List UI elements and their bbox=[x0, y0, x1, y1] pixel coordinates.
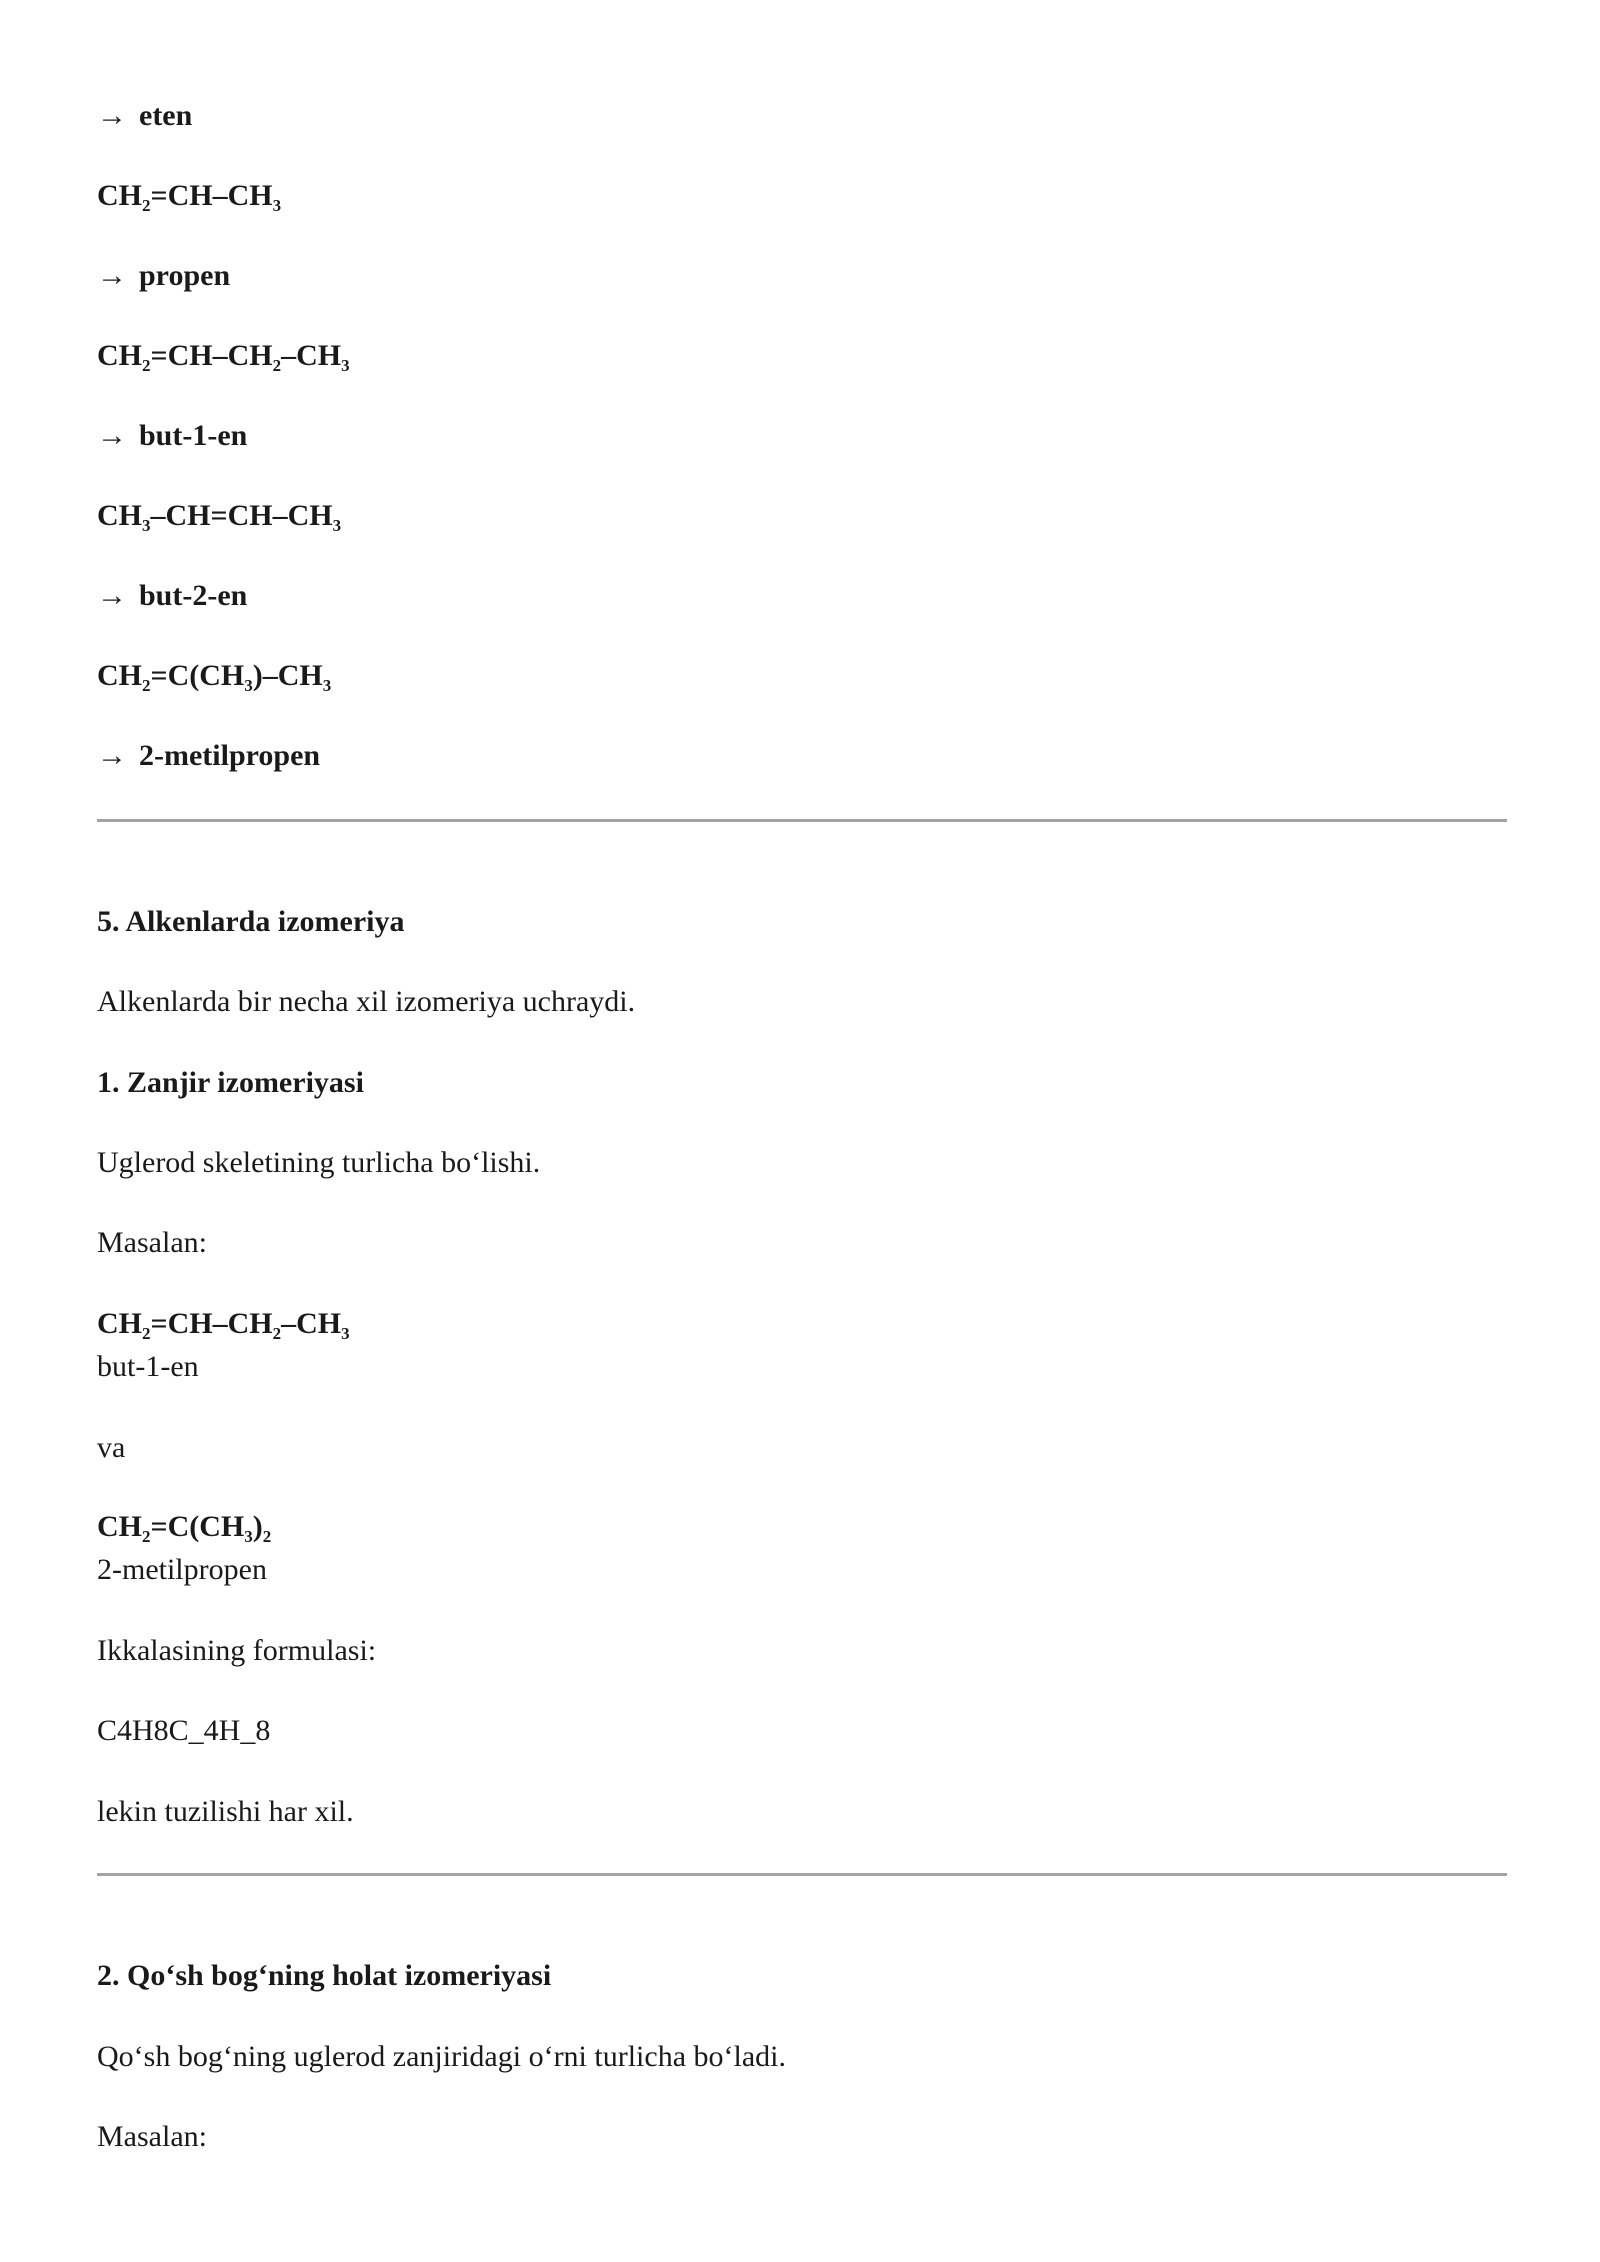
alkene-name-2-metilpropen: → 2-metilpropen bbox=[97, 739, 321, 772]
formula-propene: $CH_2=CH-CH_3$ bbox=[97, 179, 282, 215]
arrow-icon: → bbox=[97, 419, 127, 452]
formula-label: Ikkalasining formulasi: bbox=[97, 1634, 377, 1667]
alkene-name-propen: → propen bbox=[97, 259, 231, 292]
alkene-name-but-1-en: → but-1-en bbox=[97, 419, 248, 452]
isomer-name: 2-metilpropen bbox=[97, 1553, 267, 1586]
molecular-formula: C4H8C_4H_8 bbox=[97, 1714, 271, 1747]
arrow-icon: → bbox=[97, 99, 127, 132]
example-label: Masalan: bbox=[97, 1226, 207, 1259]
horizontal-rule bbox=[97, 819, 1507, 822]
alkene-name-eten: → eten bbox=[97, 99, 193, 132]
chain-description: Uglerod skeletining turlicha bo‘lishi. bbox=[97, 1146, 541, 1179]
isomer-name: but-1-en bbox=[97, 1350, 199, 1383]
section-heading: 5. Alkenlarda izomeriya bbox=[97, 905, 405, 938]
conjunction-text: va bbox=[97, 1431, 126, 1464]
subsection-heading-chain: 1. Zanjir izomeriyasi bbox=[97, 1066, 364, 1099]
example-label: Masalan: bbox=[97, 2120, 207, 2153]
formula-but-1-ene: $CH_2=CH-CH_2-CH_3$ bbox=[97, 339, 350, 375]
alkene-name-but-2-en: → but-2-en bbox=[97, 579, 248, 612]
formula-but-2-ene: $CH_3-CH=CH-CH_3$ bbox=[97, 499, 342, 535]
horizontal-rule bbox=[97, 1873, 1507, 1876]
formula-but-1-ene: $CH_2=CH-CH_2-CH_3$ bbox=[97, 1307, 350, 1343]
position-description: Qo‘sh bog‘ning uglerod zanjiridagi o‘rni turlicha bo‘ladi. bbox=[97, 2040, 786, 2073]
formula-2-methylpropene: $CH_2=C(CH_3)_2$ bbox=[97, 1510, 272, 1546]
arrow-icon: → bbox=[97, 739, 127, 772]
formula-2-methylpropene: $CH_2=C(CH_3)-CH_3$ bbox=[97, 659, 332, 695]
arrow-icon: → bbox=[97, 579, 127, 612]
arrow-icon: → bbox=[97, 259, 127, 292]
document-page bbox=[97, 0, 1507, 2262]
subsection-heading-position: 2. Qo‘sh bog‘ning holat izomeriyasi bbox=[97, 1959, 552, 1992]
section-intro: Alkenlarda bir necha xil izomeriya uchraydi. bbox=[97, 985, 636, 1018]
conclusion-text: lekin tuzilishi har xil. bbox=[97, 1795, 354, 1828]
